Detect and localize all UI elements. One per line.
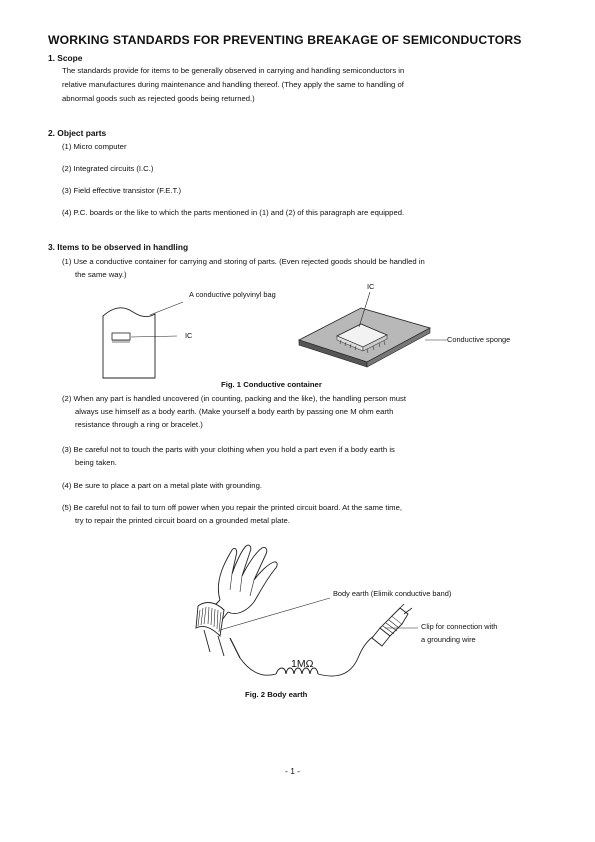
- handling-item5-line-1: (5) Be careful not to fail to turn off power when you repair the printed circuit board. At the same time,: [62, 503, 402, 512]
- wrist-band: [196, 603, 224, 636]
- bag-leader-line: [150, 302, 183, 315]
- fig1-label-ic-left: IC: [185, 331, 193, 340]
- ground-wire-right: [318, 636, 374, 676]
- handling-item3-line-1: (3) Be careful not to touch the parts with your clothing when you hold a part even if a body earth is: [62, 445, 395, 454]
- handling-item1-line-2: the same way.): [75, 270, 127, 279]
- fig1-label-sponge: Conductive sponge: [447, 335, 511, 344]
- page-title: WORKING STANDARDS FOR PREVENTING BREAKAGE OF SEMICONDUCTORS: [48, 33, 522, 47]
- handling-item5-line-2: try to repair the printed circuit board on a grounded metal plate.: [75, 516, 290, 525]
- section-scope-heading: 1. Scope: [48, 53, 83, 63]
- handling-item3-line-2: being taken.: [75, 458, 117, 467]
- fig1-conductive-container-drawing: [95, 280, 535, 385]
- fig1-label-ic-right: IC: [367, 282, 375, 291]
- object-item-2: (2) Integrated circuits (I.C.): [62, 164, 154, 173]
- fig2-caption: Fig. 2 Body earth: [245, 690, 308, 699]
- fig2-label-resistor: 1MΩ: [291, 658, 314, 670]
- fig1-caption: Fig. 1 Conductive container: [221, 380, 322, 389]
- fig2-label-clip-line-1: Clip for connection with: [421, 622, 498, 631]
- section-objects-heading: 2. Object parts: [48, 128, 107, 138]
- scope-line-1: The standards provide for items to be generally observed in carrying and handling semiconductors in: [62, 66, 405, 75]
- fig1-label-bag: A conductive polyvinyl bag: [189, 290, 276, 299]
- scope-line-2: relative manufactures during maintenance and handling thereof. (They apply the same to handling of: [62, 80, 404, 89]
- handling-item2-line-3: resistance through a ring or bracelet.): [75, 420, 203, 429]
- grounding-clip: [372, 604, 412, 646]
- hand-outline: [218, 545, 277, 613]
- bag-ic-chip: [112, 333, 130, 340]
- ground-wire-left: [240, 658, 276, 675]
- handling-item4-line-1: (4) Be sure to place a part on a metal plate with grounding.: [62, 481, 262, 490]
- object-item-3: (3) Field effective transistor (F.E.T.): [62, 186, 182, 195]
- object-item-1: (1) Micro computer: [62, 142, 127, 151]
- fig2-label-band: Body earth (Elimik conductive band): [333, 589, 452, 598]
- section-handling-heading: 3. Items to be observed in handling: [48, 242, 189, 252]
- page-number: - 1 -: [285, 766, 301, 776]
- handling-item2-line-2: always use himself as a body earth. (Make yourself a body earth by passing one M ohm earth: [75, 407, 394, 416]
- handling-item2-line-1: (2) When any part is handled uncovered (in counting, packing and the like), the handling person must: [62, 394, 407, 403]
- handling-item1-line-1: (1) Use a conductive container for carrying and storing of parts. (Even rejected goods should be handled in: [62, 257, 425, 266]
- object-item-4: (4) P.C. boards or the like to which the parts mentioned in (1) and (2) of this paragraph are equipped.: [62, 208, 405, 217]
- fig2-label-clip-line-2: a grounding wire: [421, 635, 476, 644]
- scope-line-3: abnormal goods such as rejected goods being returned.): [62, 94, 255, 103]
